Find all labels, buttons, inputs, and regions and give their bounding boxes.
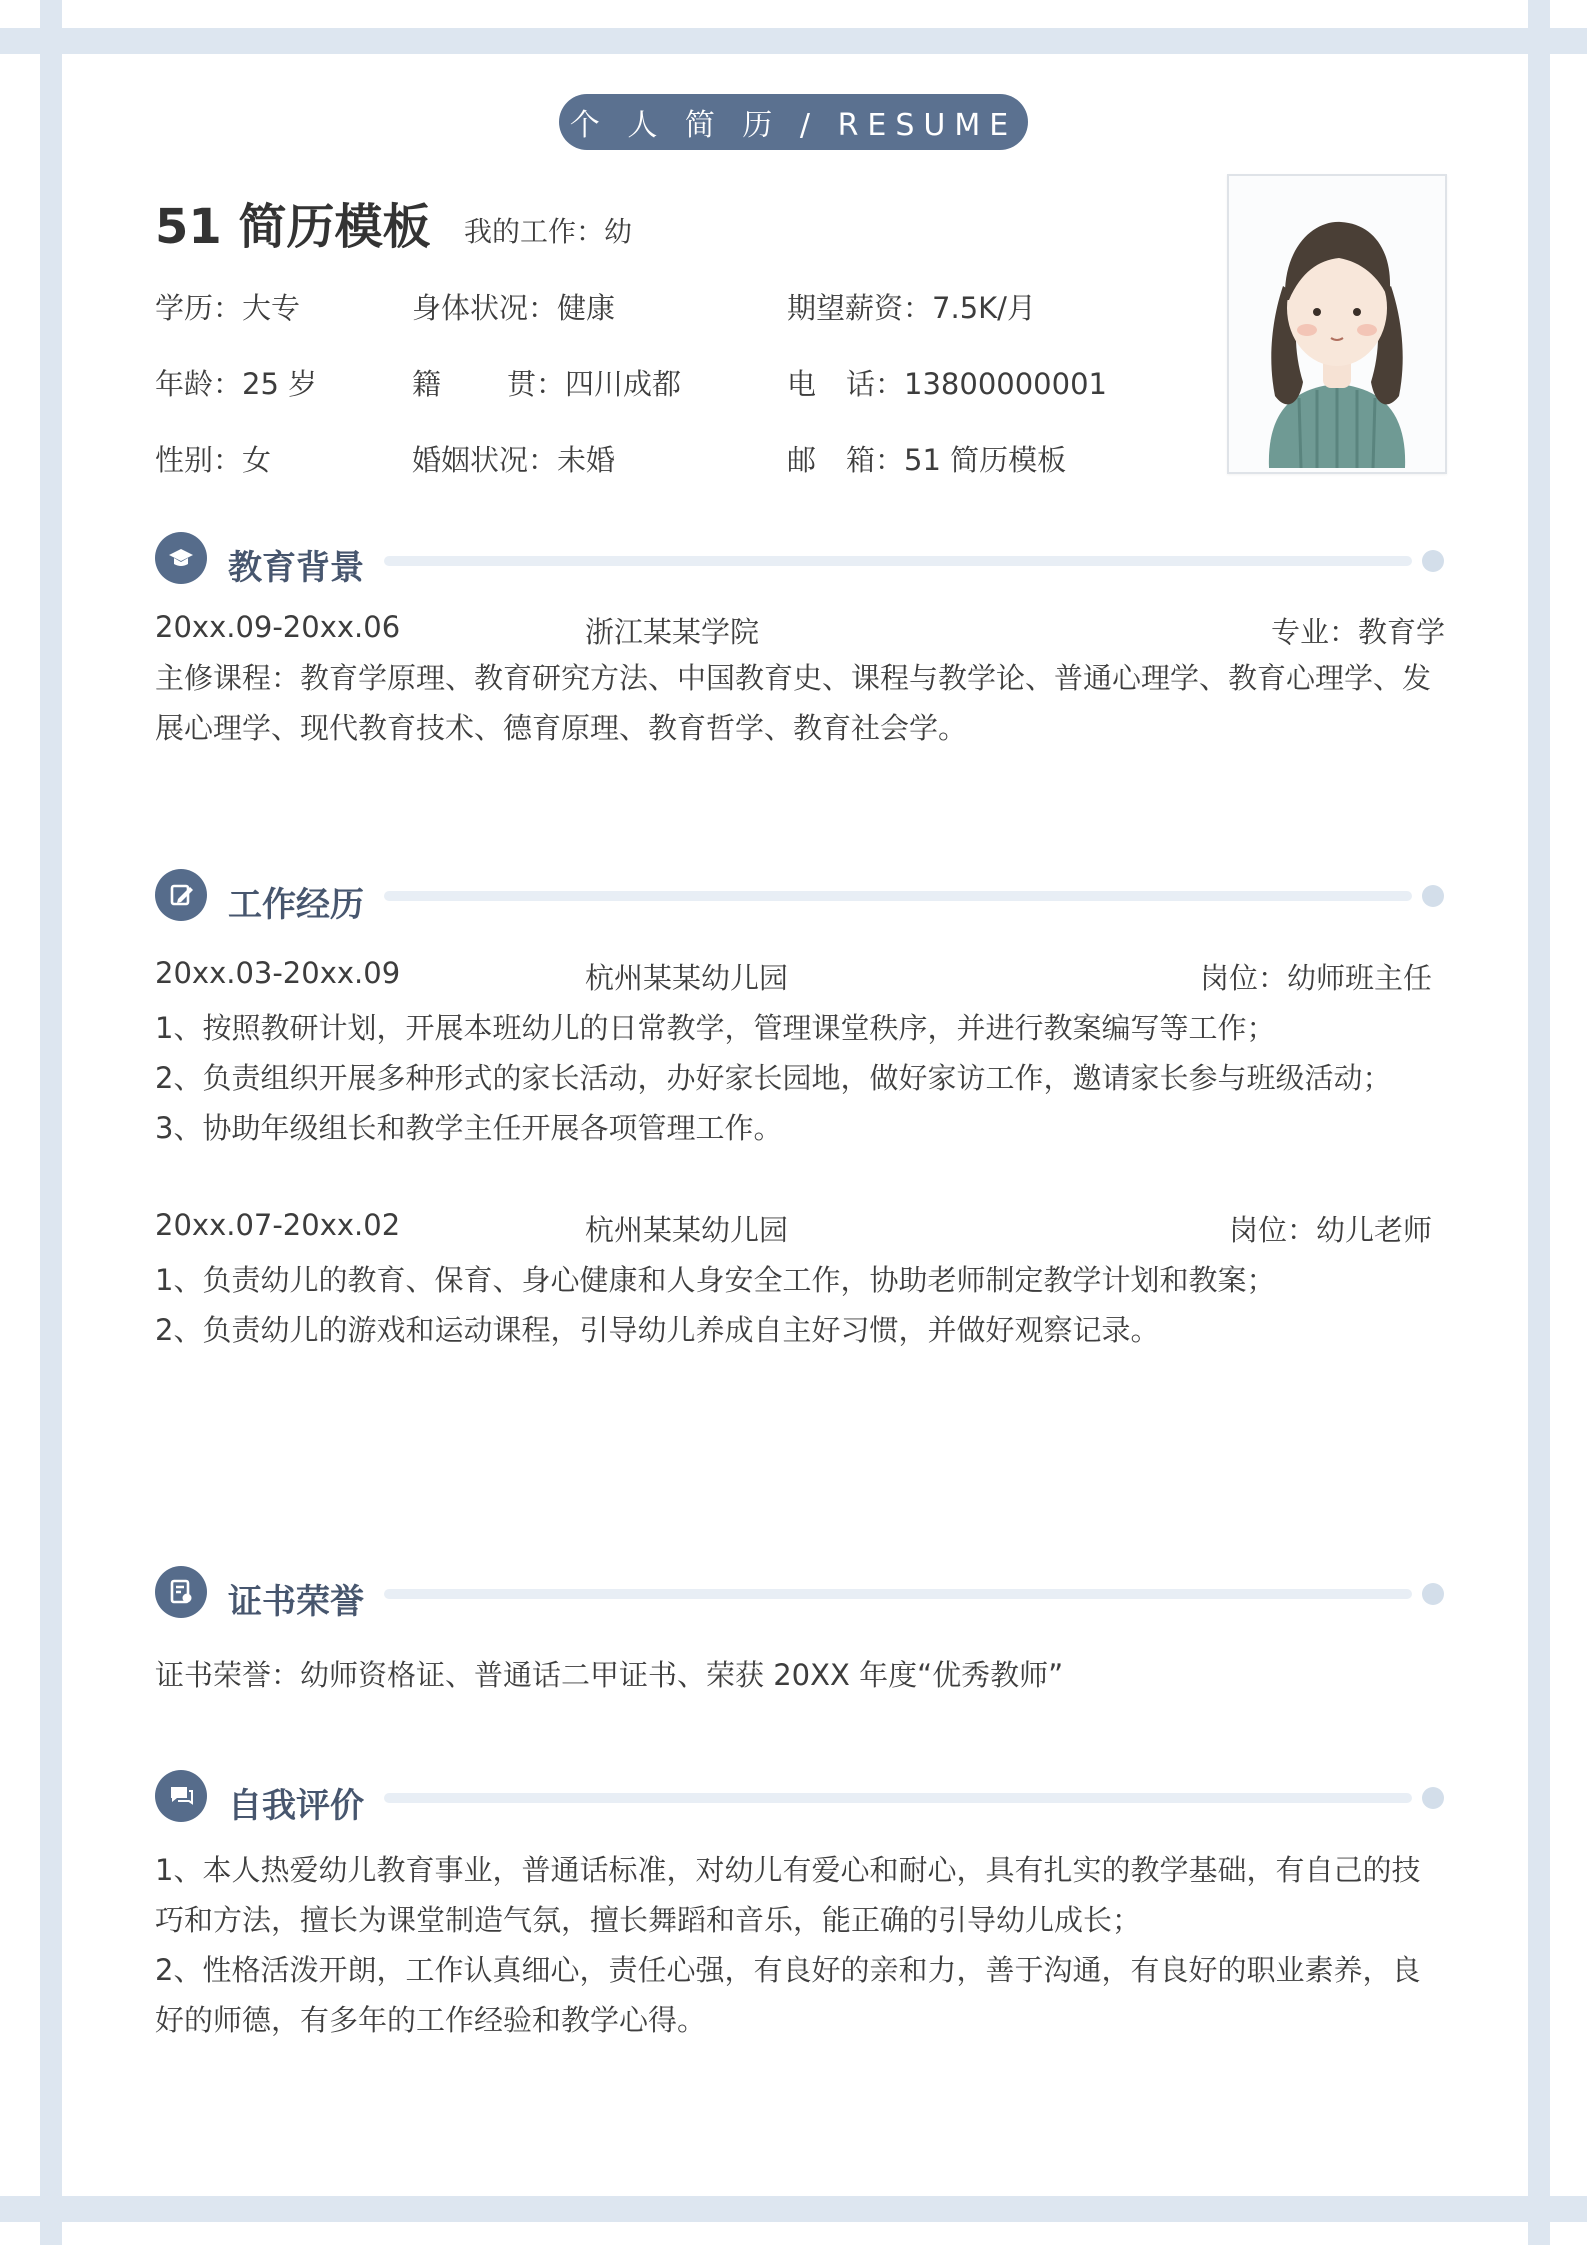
job-1-date: 20xx.03-20xx.09 bbox=[155, 956, 401, 990]
info-gender: 性别：女 bbox=[155, 443, 272, 477]
certificate-icon bbox=[155, 1566, 207, 1618]
section-divider-dot bbox=[1422, 1787, 1444, 1809]
section-divider-dot bbox=[1422, 885, 1444, 907]
edit-note-icon bbox=[155, 869, 207, 921]
job-2-duty: 2、负责幼儿的游戏和运动课程，引导幼儿养成自主好习惯，并做好观察记录。 bbox=[155, 1313, 1160, 1347]
graduation-cap-icon bbox=[155, 532, 207, 584]
job-1-duty: 2、负责组织开展多种形式的家长活动，办好家长园地，做好家访工作，邀请家长参与班级活动； bbox=[155, 1061, 1392, 1095]
info-salary: 期望薪资：7.5K/月 bbox=[787, 291, 1036, 325]
self-evaluation-section-title: 自我评价 bbox=[228, 1786, 364, 1826]
job-1-duty: 3、协助年级组长和教学主任开展各项管理工作。 bbox=[155, 1111, 783, 1145]
info-health: 身体状况：健康 bbox=[412, 291, 616, 325]
frame-right-border bbox=[1528, 0, 1550, 2245]
education-date: 20xx.09-20xx.06 bbox=[155, 610, 401, 644]
section-divider-dot bbox=[1422, 1583, 1444, 1605]
job-1-position: 岗位：幼师班主任 bbox=[1199, 961, 1432, 995]
education-courses: 主修课程：教育学原理、教育研究方法、中国教育史、课程与教学论、普通心理学、教育心理学、发展心理学、现代教育技术、德育原理、教育哲学、教育社会学。 bbox=[155, 661, 1432, 745]
candidate-name: 51 简历模板 bbox=[155, 199, 431, 255]
girl-avatar-illustration bbox=[1229, 176, 1445, 472]
info-phone: 电话：13800000001 bbox=[787, 367, 1107, 401]
info-education: 学历：大专 bbox=[155, 291, 301, 325]
work-section-title: 工作经历 bbox=[228, 885, 364, 925]
info-age: 年龄：25 岁 bbox=[155, 367, 318, 401]
job-2-company: 杭州某某幼儿园 bbox=[585, 1213, 789, 1247]
education-school: 浙江某某学院 bbox=[585, 615, 760, 649]
chat-bubble-icon bbox=[155, 1770, 207, 1822]
certificates-text: 证书荣誉：幼师资格证、普通话二甲证书、荣获 20XX 年度“优秀教师” bbox=[155, 1658, 1064, 1692]
frame-bottom-border bbox=[0, 2196, 1587, 2222]
resume-title-badge: 个 人 简 历 / RESUME bbox=[559, 94, 1028, 150]
section-divider bbox=[384, 1589, 1412, 1599]
job-2-date: 20xx.07-20xx.02 bbox=[155, 1208, 401, 1242]
education-major: 专业：教育学 bbox=[1270, 615, 1445, 649]
info-marital: 婚姻状况：未婚 bbox=[412, 443, 616, 477]
info-hometown: 籍贯：四川成都 bbox=[412, 367, 682, 401]
job-title: 我的工作：幼 bbox=[464, 215, 633, 248]
profile-photo bbox=[1227, 174, 1447, 474]
job-1-company: 杭州某某幼儿园 bbox=[585, 961, 789, 995]
self-evaluation-item: 1、本人热爱幼儿教育事业，普通话标准，对幼儿有爱心和耐心，具有扎实的教学基础，有自己的技巧和方法，擅长为课堂制造气氛，擅长舞蹈和音乐，能正确的引导幼儿成长； bbox=[155, 1853, 1421, 1937]
frame-top-border bbox=[0, 28, 1587, 54]
self-evaluation-item: 2、性格活泼开朗，工作认真细心，责任心强，有良好的亲和力，善于沟通，有良好的职业素养，良好的师德，有多年的工作经验和教学心得。 bbox=[155, 1953, 1421, 2037]
job-2-position: 岗位：幼儿老师 bbox=[1228, 1213, 1432, 1247]
info-email: 邮箱：51 简历模板 bbox=[787, 443, 1067, 477]
job-2-duty: 1、负责幼儿的教育、保育、身心健康和人身安全工作，协助老师制定教学计划和教案； bbox=[155, 1263, 1276, 1297]
section-divider bbox=[384, 556, 1412, 566]
section-divider bbox=[384, 891, 1412, 901]
section-divider bbox=[384, 1793, 1412, 1803]
education-section-title: 教育背景 bbox=[228, 548, 364, 588]
certificates-section-title: 证书荣誉 bbox=[228, 1582, 364, 1622]
job-1-duty: 1、按照教研计划，开展本班幼儿的日常教学，管理课堂秩序，并进行教案编写等工作； bbox=[155, 1011, 1276, 1045]
section-divider-dot bbox=[1422, 550, 1444, 572]
frame-left-border bbox=[40, 0, 62, 2245]
